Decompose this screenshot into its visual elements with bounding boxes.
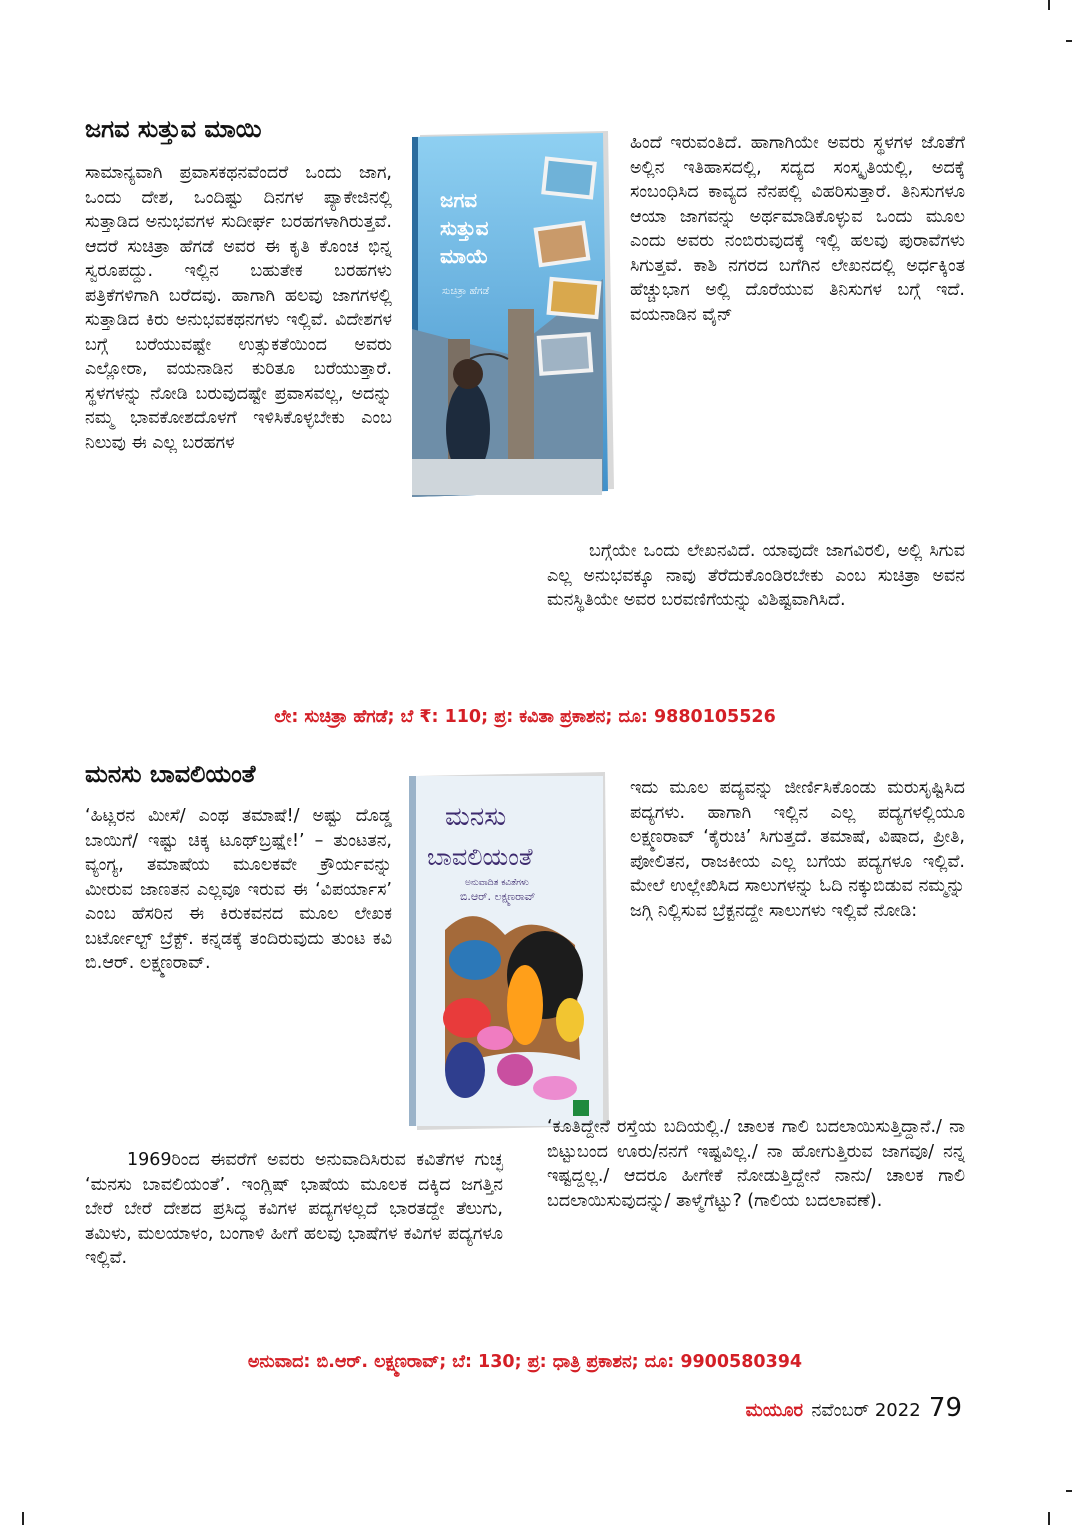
book-review-1: [85, 115, 965, 735]
paragraph: ಇದು ಮೂಲ ಪದ್ಯವನ್ನು ಜೀರ್ಣಿಸಿಕೊಂಡು ಮರುಸೃಷ್ಟಿಸಿದ ಪದ್ಯಗಳು. ಹಾಗಾಗಿ ಇಲ್ಲಿನ ಎಲ್ಲ ಪದ್ಯಗಳಲ್ಲಿಯೂ ಲಕ್ಷ್ಮಣರಾವ್ ‘ಕೈರುಚಿ’ ಸಿಗುತ್ತದೆ. ತಮಾಷೆ, ವಿಷಾದ, ಪ್ರೀತಿ, ಪೋಲಿತನ, ರಾಜಕೀಯ ಎಲ್ಲ ಬಗೆಯ ಪದ್ಯಗಳೂ ಇಲ್ಲಿವೆ. ಮೇಲೆ ಉಲ್ಲೇಖಿಸಿದ ಸಾಲುಗಳನ್ನು ಓದಿ ನಕ್ಕುಬಿಡುವ ನಮ್ಮನ್ನು ಜಗ್ಗಿ ನಿಲ್ಲಿಸುವ ಬ್ರೆಕ್ಟನದ್ದೇ ಸಾಲುಗಳು ಇಲ್ಲಿವೆ ನೋಡಿ:: [630, 778, 965, 921]
left-column: [85, 804, 392, 976]
paragraph: ‘ಹಿಟ್ಲರನ ಮೀಸೆ/ ಎಂಥ ತಮಾಷೆ!/ ಅಷ್ಟು ದೊಡ್ಡ ಬಾಯಿಗೆ/ ಇಷ್ಟು ಚಿಕ್ಕ ಟೂಥ್‌ಬ್ರಷ್ಷೇ!’ – ತುಂಟತನ, ವ್ಯಂಗ್ಯ, ತಮಾಷೆಯ ಮೂಲಕವೇ ಕ್ರೌರ್ಯವನ್ನು ಮೀರುವ ಜಾಣತನ ಎಲ್ಲವೂ ಇರುವ ಈ ‘ವಿಪರ್ಯಾಸ’ ಎಂಬ ಹೆಸರಿನ ಈ ಕಿರುಕವನದ ಮೂಲ ಲೇಖಕ ಬರ್ಟೋಲ್ಟ್ ಬ್ರೆಕ್ಟ್. ಕನ್ನಡಕ್ಕೆ ತಂದಿರುವುದು ತುಂಟ ಕವಿ ಬಿ.ಆರ್. ಲಕ್ಷ್ಮಣರಾವ್.: [85, 806, 392, 973]
cover-title-line: ಬಾವಲಿಯಂತೆ: [427, 843, 533, 871]
cover-subtitle: ಅನುವಾದಿತ ಕವಿತೆಗಳು: [465, 878, 529, 888]
cover-title-line: ಮಾಯೆ: [440, 244, 489, 268]
bottom-right-column: [547, 1115, 965, 1213]
cover-title-line: ಜಗವ: [440, 188, 478, 212]
cover-author: ಬಿ.ಆರ್. ಲಕ್ಷ್ಮಣರಾವ್: [460, 890, 536, 903]
bottom-left-column: [85, 1148, 503, 1271]
book-cover-illustration: [408, 129, 618, 499]
page-footer: [746, 1393, 962, 1423]
right-column: [630, 131, 965, 327]
left-column: [85, 161, 392, 455]
issue-date: ನವೆಂಬರ್ 2022: [811, 1400, 921, 1421]
right-column: [630, 776, 965, 923]
cover-title-line: ಮನಸು: [445, 802, 507, 832]
article-title: ಮನಸು ಬಾವಲಿಯಂತೆ: [85, 760, 256, 788]
crop-mark: [1066, 1490, 1072, 1492]
crop-mark: [22, 1512, 24, 1525]
book-cover-image: [405, 770, 613, 1132]
book-cover-image: [408, 129, 618, 499]
paragraph: 1969ರಿಂದ ಈವರೆಗೆ ಅವರು ಅನುವಾದಿಸಿರುವ ಕವಿತೆಗಳ ಗುಚ್ಛ ‘ಮನಸು ಬಾವಲಿಯಂತೆ’. ಇಂಗ್ಲಿಷ್ ಭಾಷೆಯ ಮೂಲಕ ದಕ್ಕಿದ ಜಗತ್ತಿನ ಬೇರೆ ಬೇರೆ ದೇಶದ ಪ್ರಸಿದ್ಧ ಕವಿಗಳ ಪದ್ಯಗಳಲ್ಲದೆ ಭಾರತದ್ದೇ ತೆಲುಗು, ತಮಿಳು, ಮಲಯಾಳಂ, ಬಂಗಾಳಿ ಹೀಗೆ ಹಲವು ಭಾಷೆಗಳ ಕವಿಗಳ ಪದ್ಯಗಳೂ ಇಲ್ಲಿವೆ.: [85, 1150, 503, 1268]
book-review-2: [85, 760, 965, 1380]
crop-mark: [1066, 40, 1072, 42]
book-cover-illustration: [405, 770, 613, 1132]
book-credit-line: ಅನುವಾದ: ಬಿ.ಆರ್. ಲಕ್ಷ್ಮಣರಾವ್; ಬೆ: 130; ಪ್ರ: ಧಾತ್ರಿ ಪ್ರಕಾಶನ; ದೂ: 9900580394: [247, 1352, 803, 1372]
page-number: 79: [928, 1393, 962, 1423]
cover-author: ಸುಚಿತ್ರಾ ಹೆಗಡೆ: [442, 286, 490, 297]
paragraph: ‘ಕೂತಿದ್ದೇನೆ ರಸ್ತೆಯ ಬದಿಯಲ್ಲಿ./ ಚಾಲಕ ಗಾಲಿ ಬದಲಾಯಿಸುತ್ತಿದ್ದಾನೆ./ ನಾ ಬಿಟ್ಟುಬಂದ ಊರು/ನನಗೆ ಇಷ್ಟವಿಲ್ಲ./ ನಾ ಹೋಗುತ್ತಿರುವ ಜಾಗವೂ/ ನನ್ನ ಇಷ್ಟದ್ದಲ್ಲ./ ಆದರೂ ಹೀಗೇಕೆ ನೋಡುತ್ತಿದ್ದೇನೆ ನಾನು/ ಚಾಲಕ ಗಾಲಿ ಬದಲಾಯಿಸುವುದನ್ನು/ ತಾಳ್ಮೆಗೆಟ್ಟು? (ಗಾಲಿಯ ಬದಲಾವಣೆ).: [547, 1117, 965, 1211]
cover-title-line: ಸುತ್ತುವ: [440, 216, 489, 240]
magazine-brand: ಮಯೂರ: [745, 1400, 804, 1421]
crop-mark: [1048, 1512, 1050, 1525]
paragraph: ಹಿಂದೆ ಇರುವಂತಿದೆ. ಹಾಗಾಗಿಯೇ ಅವರು ಸ್ಥಳಗಳ ಜೊತೆಗೆ ಅಲ್ಲಿನ ಇತಿಹಾಸದಲ್ಲಿ, ಸದ್ಯದ ಸಂಸ್ಕೃತಿಯಲ್ಲಿ, ಅದಕ್ಕೆ ಸಂಬಂಧಿಸಿದ ಕಾವ್ಯದ ನೆನಪಲ್ಲಿ ವಿಹರಿಸುತ್ತಾರೆ. ತಿನಿಸುಗಳೂ ಆಯಾ ಜಾಗವನ್ನು ಅರ್ಥಮಾಡಿಕೊಳ್ಳುವ ಒಂದು ಮೂಲ ಎಂದು ಅವರು ನಂಬಿರುವುದಕ್ಕೆ ಇಲ್ಲಿ ಹಲವು ಪುರಾವೆಗಳು ಸಿಗುತ್ತವೆ. ಕಾಶಿ ನಗರದ ಬಗೆಗಿನ ಲೇಖನದಲ್ಲಿ ಅರ್ಧಕ್ಕಿಂತ ಹೆಚ್ಚುಭಾಗ ಅಲ್ಲಿ ದೊರೆಯುವ ತಿನಿಸುಗಳ ಬಗ್ಗೆ ಇದೆ. ವಯನಾಡಿನ ವೈನ್: [630, 133, 965, 325]
paragraph: ಸಾಮಾನ್ಯವಾಗಿ ಪ್ರವಾಸಕಥನವೆಂದರೆ ಒಂದು ಜಾಗ, ಒಂದು ದೇಶ, ಒಂದಿಷ್ಟು ದಿನಗಳ ಪ್ಯಾಕೇಜಿನಲ್ಲಿ ಸುತ್ತಾಡಿದ ಅನುಭವಗಳ ಸುದೀರ್ಘ ಬರಹಗಳಾಗಿರುತ್ತವೆ. ಆದರೆ ಸುಚಿತ್ರಾ ಹೆಗಡೆ ಅವರ ಈ ಕೃತಿ ಕೊಂಚ ಭಿನ್ನ ಸ್ವರೂಪದ್ದು. ಇಲ್ಲಿನ ಬಹುತೇಕ ಬರಹಗಳು ಪತ್ರಿಕೆಗಳಿಗಾಗಿ ಬರೆದವು. ಹಾಗಾಗಿ ಹಲವು ಜಾಗಗಳಲ್ಲಿ ಸುತ್ತಾಡಿದ ಕಿರು ಅನುಭವಕಥನಗಳು ಇಲ್ಲಿವೆ. ವಿದೇಶಗಳ ಬಗ್ಗೆ ಬರೆಯುವಷ್ಟೇ ಉತ್ಸುಕತೆಯಿಂದ ಅವರು ಎಲ್ಲೋರಾ, ವಯನಾಡಿನ ಕುರಿತೂ ಬರೆಯುತ್ತಾರೆ. ಸ್ಥಳಗಳನ್ನು ನೋಡಿ ಬರುವುದಷ್ಟೇ ಪ್ರವಾಸವಲ್ಲ, ಅದನ್ನು ನಮ್ಮ ಭಾವಕೋಶದೊಳಗೆ ಇಳಿಸಿಕೊಳ್ಳಬೇಕು ಎಂಬ ನಿಲುವು ಈ ಎಲ್ಲ ಬರಹಗಳ: [85, 163, 392, 453]
article-title: ಜಗವ ಸುತ್ತುವ ಮಾಯಿ: [85, 115, 262, 143]
crop-mark: [1048, 0, 1050, 10]
paragraph: ಬಗ್ಗೆಯೇ ಒಂದು ಲೇಖನವಿದೆ. ಯಾವುದೇ ಜಾಗವಿರಲಿ, ಅಲ್ಲಿ ಸಿಗುವ ಎಲ್ಲ ಅನುಭವಕ್ಕೂ ನಾವು ತೆರೆದುಕೊಂಡಿರಬೇಕು ಎಂಬ ಸುಚಿತ್ರಾ ಅವನ ಮನಸ್ಥಿತಿಯೇ ಅವರ ಬರವಣಿಗೆಯನ್ನು ವಿಶಿಷ್ಟವಾಗಿಸಿದೆ.: [547, 541, 965, 610]
book-credit-line: ಲೇ: ಸುಚಿತ್ರಾ ಹೆಗಡೆ; ಬೆ ₹: 110; ಪ್ರ: ಕವಿತಾ ಪ್ರಕಾಶನ; ದೂ: 9880105526: [274, 707, 776, 727]
bottom-right-column: [547, 539, 965, 613]
